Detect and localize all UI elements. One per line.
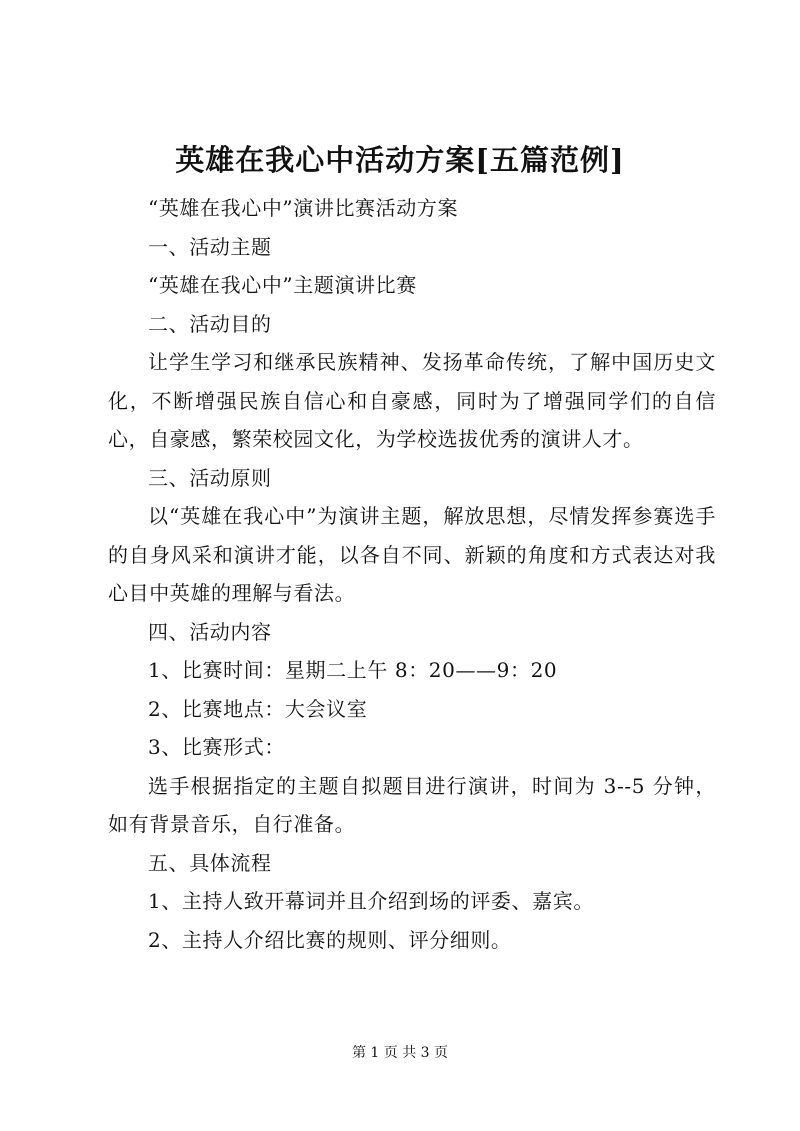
list-item: 1、主持人致开幕词并且介绍到场的评委、嘉宾。 — [148, 889, 594, 913]
section-heading-2: 二、活动目的 — [148, 311, 272, 336]
paragraph: 以“英雄在我心中”为演讲主题，解放思想，尽情发挥参赛选手的自身风采和演讲才能，以各自不同、新颖的角度和方式表达对我心目中英雄的理解与看法。 — [108, 504, 716, 605]
list-item: 3、比赛形式： — [148, 735, 285, 759]
list-item: 1、比赛时间：星期二上午 8：20——9：20 — [148, 658, 558, 682]
list-item: 2、主持人介绍比赛的规则、评分细则。 — [148, 927, 512, 952]
page-footer: 第 1 页 共 3 页 — [351, 1045, 449, 1061]
document-title: 英雄在我心中活动方案[五篇范例] — [175, 143, 625, 177]
section-heading-3: 三、活动原则 — [148, 465, 272, 490]
paragraph: “英雄在我心中”主题演讲比赛 — [148, 273, 417, 297]
paragraph-heading: “英雄在我心中”演讲比赛活动方案 — [148, 196, 459, 220]
section-heading-5: 五、具体流程 — [148, 850, 272, 875]
paragraph: 让学生学习和继承民族精神、发扬革命传统，了解中国历史文化，不断增强民族自信心和自豪感，同时为了增强同学们的自信心，自豪感，繁荣校园文化，为学校选拔优秀的演讲人才。 — [108, 350, 716, 451]
section-heading-4: 四、活动内容 — [148, 619, 272, 644]
list-item: 2、比赛地点：大会议室 — [148, 696, 368, 721]
document-body — [108, 189, 716, 959]
paragraph: 选手根据指定的主题自拟题目进行演讲，时间为 3--5 分钟，如有背景音乐，自行准备。 — [108, 773, 716, 836]
section-heading-1: 一、活动主题 — [148, 234, 272, 259]
